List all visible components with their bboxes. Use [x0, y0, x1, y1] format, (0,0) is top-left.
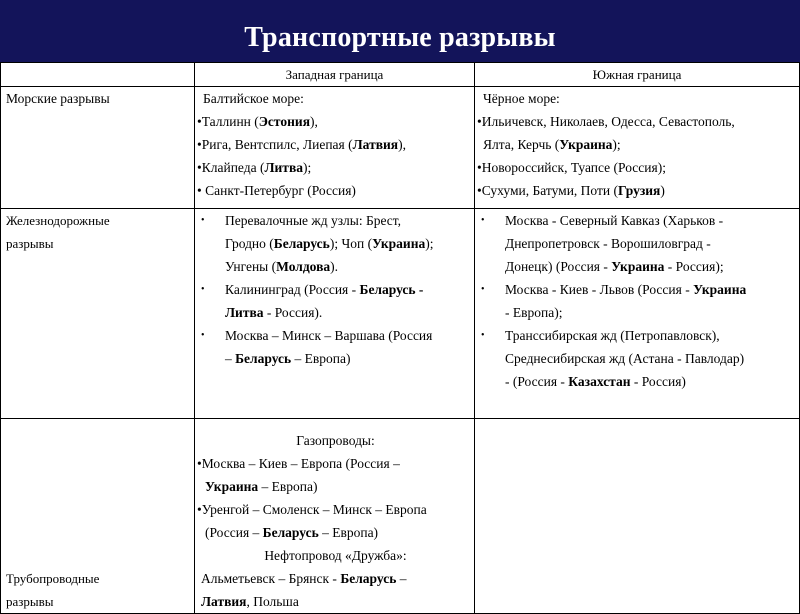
- table-header-row: [1, 63, 800, 87]
- title-bar: [0, 0, 800, 62]
- bullet-icon: •: [201, 284, 205, 295]
- page-title: Транспортные разрывы: [244, 22, 556, 53]
- header-cell-empty: [1, 63, 195, 87]
- transport-gaps-table: [0, 62, 800, 614]
- bullet-icon: •: [481, 284, 485, 295]
- cell-sea-south: [475, 87, 800, 209]
- list-item: • Москва - Киев - Львов (Россия - Украина - Европа);: [475, 278, 799, 324]
- row-label-sea: Морские разрывы: [1, 87, 195, 209]
- list-item: • Калининград (Россия - Беларусь - Литва - Россия).: [195, 278, 474, 324]
- bullet-icon: •: [201, 330, 205, 341]
- bullet-icon: •: [201, 215, 205, 226]
- table-row-sea: [1, 87, 800, 209]
- cell-sea-west: [195, 87, 475, 209]
- sea-west-heading: Балтийское море:: [203, 91, 304, 106]
- gas-pipelines-heading: Газопроводы:: [296, 433, 375, 448]
- header-south-border: Южная граница: [475, 63, 800, 87]
- cell-rail-south: [475, 209, 800, 419]
- list-item: • Транссибирская жд (Петропавловск), Среднесибирская жд (Астана - Павлодар) - (Россия - Казахстан - Россия): [475, 324, 799, 393]
- list-item: •Клайпеда (Литва);: [197, 160, 312, 175]
- row-label-pipeline: Трубопроводные разрывы: [1, 419, 195, 614]
- sea-south-heading: Чёрное море:: [483, 91, 560, 106]
- list-item: •Рига, Вентспилс, Лиепая (Латвия),: [197, 137, 406, 152]
- list-item: •Ильичевск, Николаев, Одесса, Севастополь,: [477, 114, 735, 129]
- list-item: •Таллинн (Эстония),: [197, 114, 318, 129]
- list-item: •Новороссийск, Туапсе (Россия);: [477, 160, 666, 175]
- list-item: Альметьевск – Брянск - Беларусь –: [201, 571, 407, 586]
- bullet-icon: •: [481, 330, 485, 341]
- list-item-continued: Латвия, Польша: [201, 594, 299, 609]
- list-item-continued: Украина – Европа): [205, 479, 318, 494]
- table-row-rail: [1, 209, 800, 419]
- list-item: •Уренгой – Смоленск – Минск – Европа: [197, 502, 427, 517]
- list-item: •Сухуми, Батуми, Поти (Грузия): [477, 183, 665, 198]
- row-label-rail: Железнодорожные разрывы: [1, 209, 195, 419]
- list-item: •Москва – Киев – Европа (Россия –: [197, 456, 400, 471]
- list-item-continued: (Россия – Беларусь – Европа): [205, 525, 379, 540]
- list-item: • Перевалочные жд узлы: Брест, Гродно (Беларусь); Чоп (Украина); Унгены (Молдова).: [195, 209, 474, 278]
- cell-rail-west: [195, 209, 475, 419]
- cell-pipeline-south: [475, 419, 800, 614]
- list-item: • Санкт-Петербург (Россия): [197, 183, 356, 198]
- bullet-icon: •: [481, 215, 485, 226]
- oil-pipeline-heading: Нефтопровод «Дружба»:: [264, 548, 407, 563]
- list-item: • Москва - Северный Кавказ (Харьков - Днепропетровск - Ворошиловград - Донецк) (Россия - Украина - Россия);: [475, 209, 799, 278]
- cell-pipeline-west: [195, 419, 475, 614]
- header-west-border: Западная граница: [195, 63, 475, 87]
- list-item-continued: Ялта, Керчь (Украина);: [483, 137, 621, 152]
- list-item: • Москва – Минск – Варшава (Россия – Беларусь – Европа): [195, 324, 474, 370]
- table-row-pipeline: [1, 419, 800, 614]
